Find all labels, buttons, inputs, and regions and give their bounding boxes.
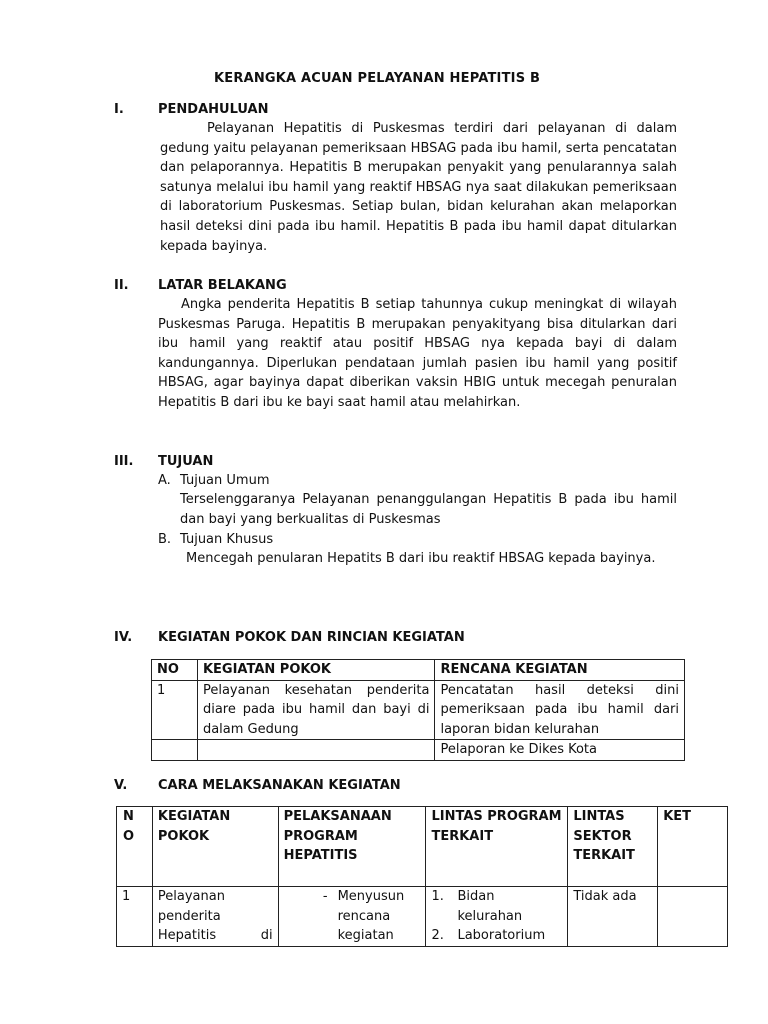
cell-kegiatan-pokok: Pelayanan penderita Hepatitis di bbox=[152, 887, 278, 947]
col-no-header: NO bbox=[152, 660, 198, 681]
objective-b-paragraph bbox=[186, 549, 677, 569]
objective-a-letter: A. bbox=[158, 473, 171, 488]
section-3-number: III. bbox=[114, 454, 134, 469]
list-number: 2. bbox=[431, 928, 444, 944]
document-title: KERANGKA ACUAN PELAYANAN HEPATITIS B bbox=[214, 71, 541, 86]
list-item: Bidan kelurahan bbox=[457, 889, 523, 924]
cell-lintas-sektor: Tidak ada bbox=[568, 887, 658, 947]
section-1-number: I. bbox=[114, 102, 124, 117]
cell-no: 1 bbox=[152, 680, 198, 740]
section-2-text: Angka penderita Hepatitis B setiap tahunnya cukup meningkat di wilayah Puskesmas Paruga. Hepatitis B merupakan penyakityang bisa ditularkan dari ibu hamil yang reaktif atau positif HBSAG nya kepada bayi di dalam kandungannya. Diperlukan pendataan jumlah pasien ibu hamil yang positif HBSAG, agar bayinya dapat diberikan vaksin HBIG untuk mecegah penuralan Hepatitis B dari ibu ke bayi saat hamil atau melahirkan. bbox=[158, 297, 677, 410]
implementation-table bbox=[116, 806, 728, 947]
activities-table-header bbox=[152, 660, 685, 681]
section-1-paragraph bbox=[160, 119, 677, 256]
col-kegiatan-pokok-header: KEGIATAN POKOK bbox=[152, 807, 278, 887]
list-number: 1. bbox=[431, 889, 444, 904]
objective-a-paragraph bbox=[180, 490, 677, 529]
section-2-paragraph bbox=[158, 295, 677, 413]
cell-no bbox=[152, 740, 198, 761]
col-ket-header: KET bbox=[658, 807, 728, 887]
table-row bbox=[152, 680, 685, 740]
activities-table bbox=[151, 659, 685, 761]
col-lintas-sektor-header: LINTAS SEKTOR TERKAIT bbox=[568, 807, 658, 887]
section-4-heading: KEGIATAN POKOK DAN RINCIAN KEGIATAN bbox=[158, 630, 465, 645]
objective-b-letter: B. bbox=[158, 532, 172, 547]
cell-pelaksanaan bbox=[278, 887, 426, 947]
col-rencana-kegiatan-header: RENCANA KEGIATAN bbox=[435, 660, 685, 681]
cell-ket bbox=[658, 887, 728, 947]
section-1-heading: PENDAHULUAN bbox=[158, 102, 269, 117]
col-lintas-program-header: LINTAS PROGRAM TERKAIT bbox=[426, 807, 568, 887]
section-2-number: II. bbox=[114, 278, 129, 293]
cell-rencana-kegiatan: Pelaporan ke Dikes Kota bbox=[435, 740, 685, 761]
objective-b-label: Tujuan Khusus bbox=[180, 532, 274, 547]
cell-rencana-kegiatan: Pencatatan hasil deteksi dini pemeriksaan pada ibu hamil dari laporan bidan kelurahan bbox=[435, 680, 685, 740]
cell-lintas-program bbox=[426, 887, 568, 947]
cell-no: 1 bbox=[117, 887, 153, 947]
dash-bullet: - bbox=[322, 889, 328, 904]
list-item: Laboratorium bbox=[457, 928, 546, 944]
objective-a-text: Terselenggaranya Pelayanan penanggulangan Hepatitis B pada ibu hamil dan bayi yang berkualitas di Puskesmas bbox=[180, 492, 677, 527]
implementation-table-header bbox=[117, 807, 728, 887]
col-no-header: N O bbox=[117, 807, 153, 887]
objective-a-label: Tujuan Umum bbox=[180, 473, 270, 488]
table-row bbox=[117, 887, 728, 947]
col-pelaksanaan-header: PELAKSANAAN PROGRAM HEPATITIS bbox=[278, 807, 426, 887]
section-3-heading: TUJUAN bbox=[158, 454, 214, 469]
cell-kegiatan-pokok: Pelayanan kesehatan penderita diare pada ibu hamil dan bayi di dalam Gedung bbox=[197, 680, 435, 740]
section-5-number: V. bbox=[114, 778, 128, 793]
section-1-text: Pelayanan Hepatitis di Puskesmas terdiri dari pelayanan di dalam gedung yaitu pelayanan pemeriksaan HBSAG pada ibu hamil, serta pencatatan dan pelaporannya. Hepatitis B merupakan penyakit yang penularannya salah satunya melalui ibu hamil yang reaktif HBSAG nya saat dilakukan pemeriksaan di laboratorium Puskesmas. Setiap bulan, bidan kelurahan akan melaporkan hasil deteksi dini pada ibu hamil. Hepatitis B pada ibu hamil dapat ditularkan kepada bayinya. bbox=[160, 121, 677, 254]
section-5-heading: CARA MELAKSANAKAN KEGIATAN bbox=[158, 778, 401, 793]
objective-b-text: Mencegah penularan Hepatits B dari ibu reaktif HBSAG kepada bayinya. bbox=[186, 551, 656, 566]
section-2-heading: LATAR BELAKANG bbox=[158, 278, 287, 293]
col-kegiatan-pokok-header: KEGIATAN POKOK bbox=[197, 660, 435, 681]
table-row bbox=[152, 740, 685, 761]
section-4-number: IV. bbox=[114, 630, 133, 645]
pelaksanaan-text: Menyusun rencana kegiatan bbox=[337, 889, 405, 944]
cell-kegiatan-pokok bbox=[197, 740, 435, 761]
